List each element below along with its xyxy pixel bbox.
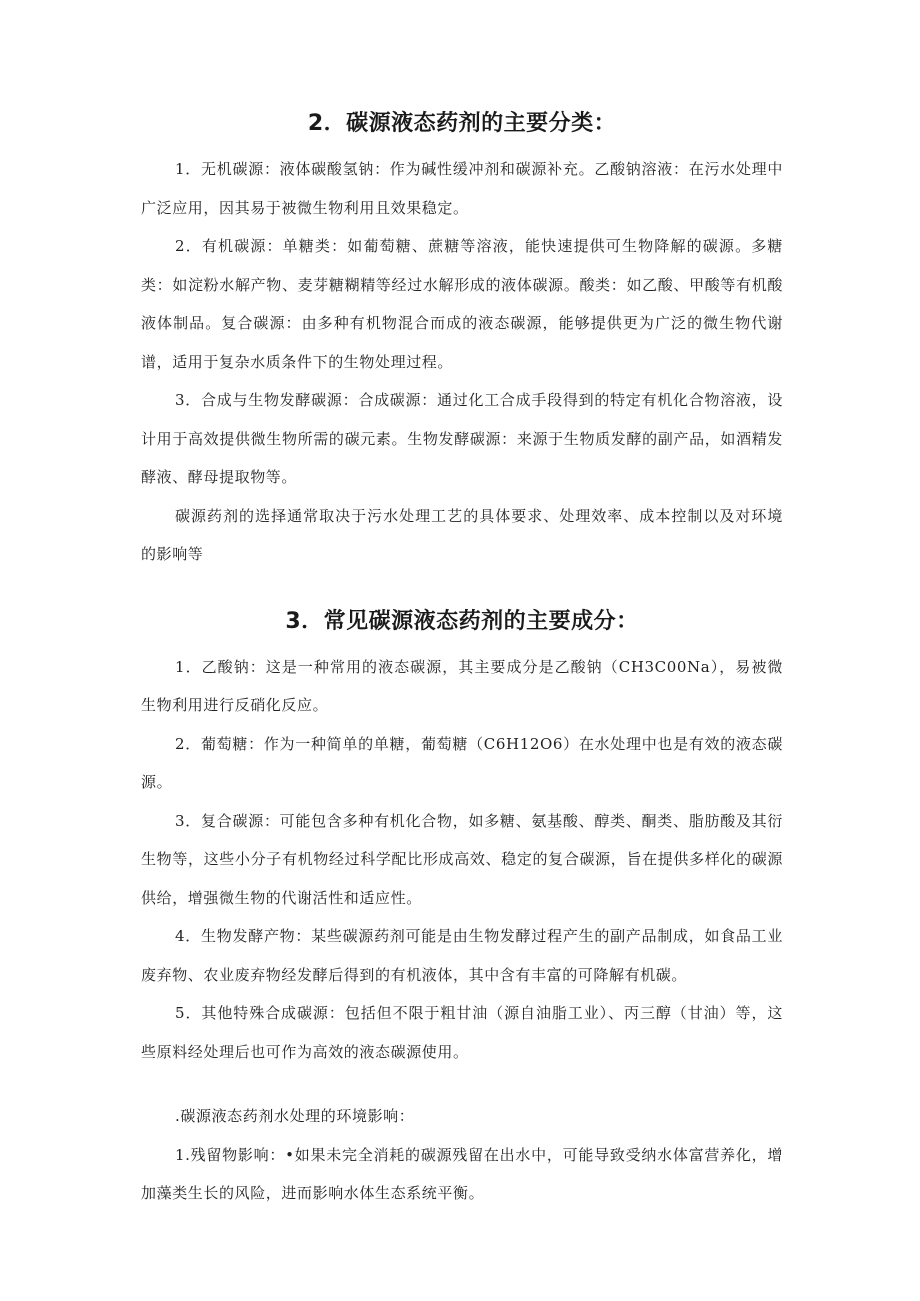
document-body (141, 98, 783, 1213)
section-3-paragraph-4: 4．生物发酵产物：某些碳源药剂可能是由生物发酵过程产生的副产品制成，如食品工业废弃物、农业废弃物经发酵后得到的有机液体，其中含有丰富的可降解有机碳。 (141, 927, 783, 984)
section-3-paragraph-5: 5．其他特殊合成碳源：包括但不限于粗甘油（源自油脂工业）、丙三醇（甘油）等，这些原料经处理后也可作为高效的液态碳源使用。 (141, 1004, 783, 1061)
section-4-lead: .碳源液态药剂水处理的环境影响： (175, 1107, 415, 1125)
section-3-paragraph-3: 3．复合碳源：可能包含多种有机化合物，如多糖、氨基酸、醇类、酮类、脂肪酸及其衍生物等，这些小分子有机物经过科学配比形成高效、稳定的复合碳源，旨在提供多样化的碳源供给，增强微生物的代谢活性和适应性。 (141, 811, 783, 907)
section-3-paragraph-1: 1．乙酸钠：这是一种常用的液态碳源，其主要成分是乙酸钠（CH3C00Na），易被微生物利用进行反硝化反应。 (141, 657, 783, 714)
section-2-paragraph-1: 1．无机碳源：液体碳酸氢钠：作为碱性缓冲剂和碳源补充。乙酸钠溶液：在污水处理中广泛应用，因其易于被微生物利用且效果稳定。 (141, 160, 783, 217)
section-2-paragraph-4: 碳源药剂的选择通常取决于污水处理工艺的具体要求、处理效率、成本控制以及对环境的影响等 (141, 506, 783, 563)
section-4-paragraph-1: 1.残留物影响：•如果未完全消耗的碳源残留在出水中，可能导致受纳水体富营养化，增加藻类生长的风险，进而影响水体生态系统平衡。 (141, 1145, 783, 1202)
section-3-paragraph-2: 2．葡萄糖：作为一种简单的单糖，葡萄糖（C6H12O6）在水处理中也是有效的液态碳源。 (141, 734, 783, 791)
section-2-paragraph-2: 2．有机碳源：单糖类：如葡萄糖、蔗糖等溶液，能快速提供可生物降解的碳源。多糖类：如淀粉水解产物、麦芽糖糊精等经过水解形成的液体碳源。酸类：如乙酸、甲酸等有机酸液体制品。复合碳源：由多种有机物混合而成的液态碳源，能够提供更为广泛的微生物代谢谱，适用于复杂水质条件下的生物处理过程。 (141, 237, 783, 371)
section-3-heading: 3．常见碳源液态药剂的主要成分： (285, 608, 639, 634)
section-2-heading: 2．碳源液态药剂的主要分类： (307, 111, 617, 136)
section-2-paragraph-3: 3．合成与生物发酵碳源：合成碳源：通过化工合成手段得到的特定有机化合物溶液，设计用于高效提供微生物所需的碳元素。生物发酵碳源：来源于生物质发酵的副产品，如酒精发酵液、酵母提取物等。 (141, 391, 783, 486)
